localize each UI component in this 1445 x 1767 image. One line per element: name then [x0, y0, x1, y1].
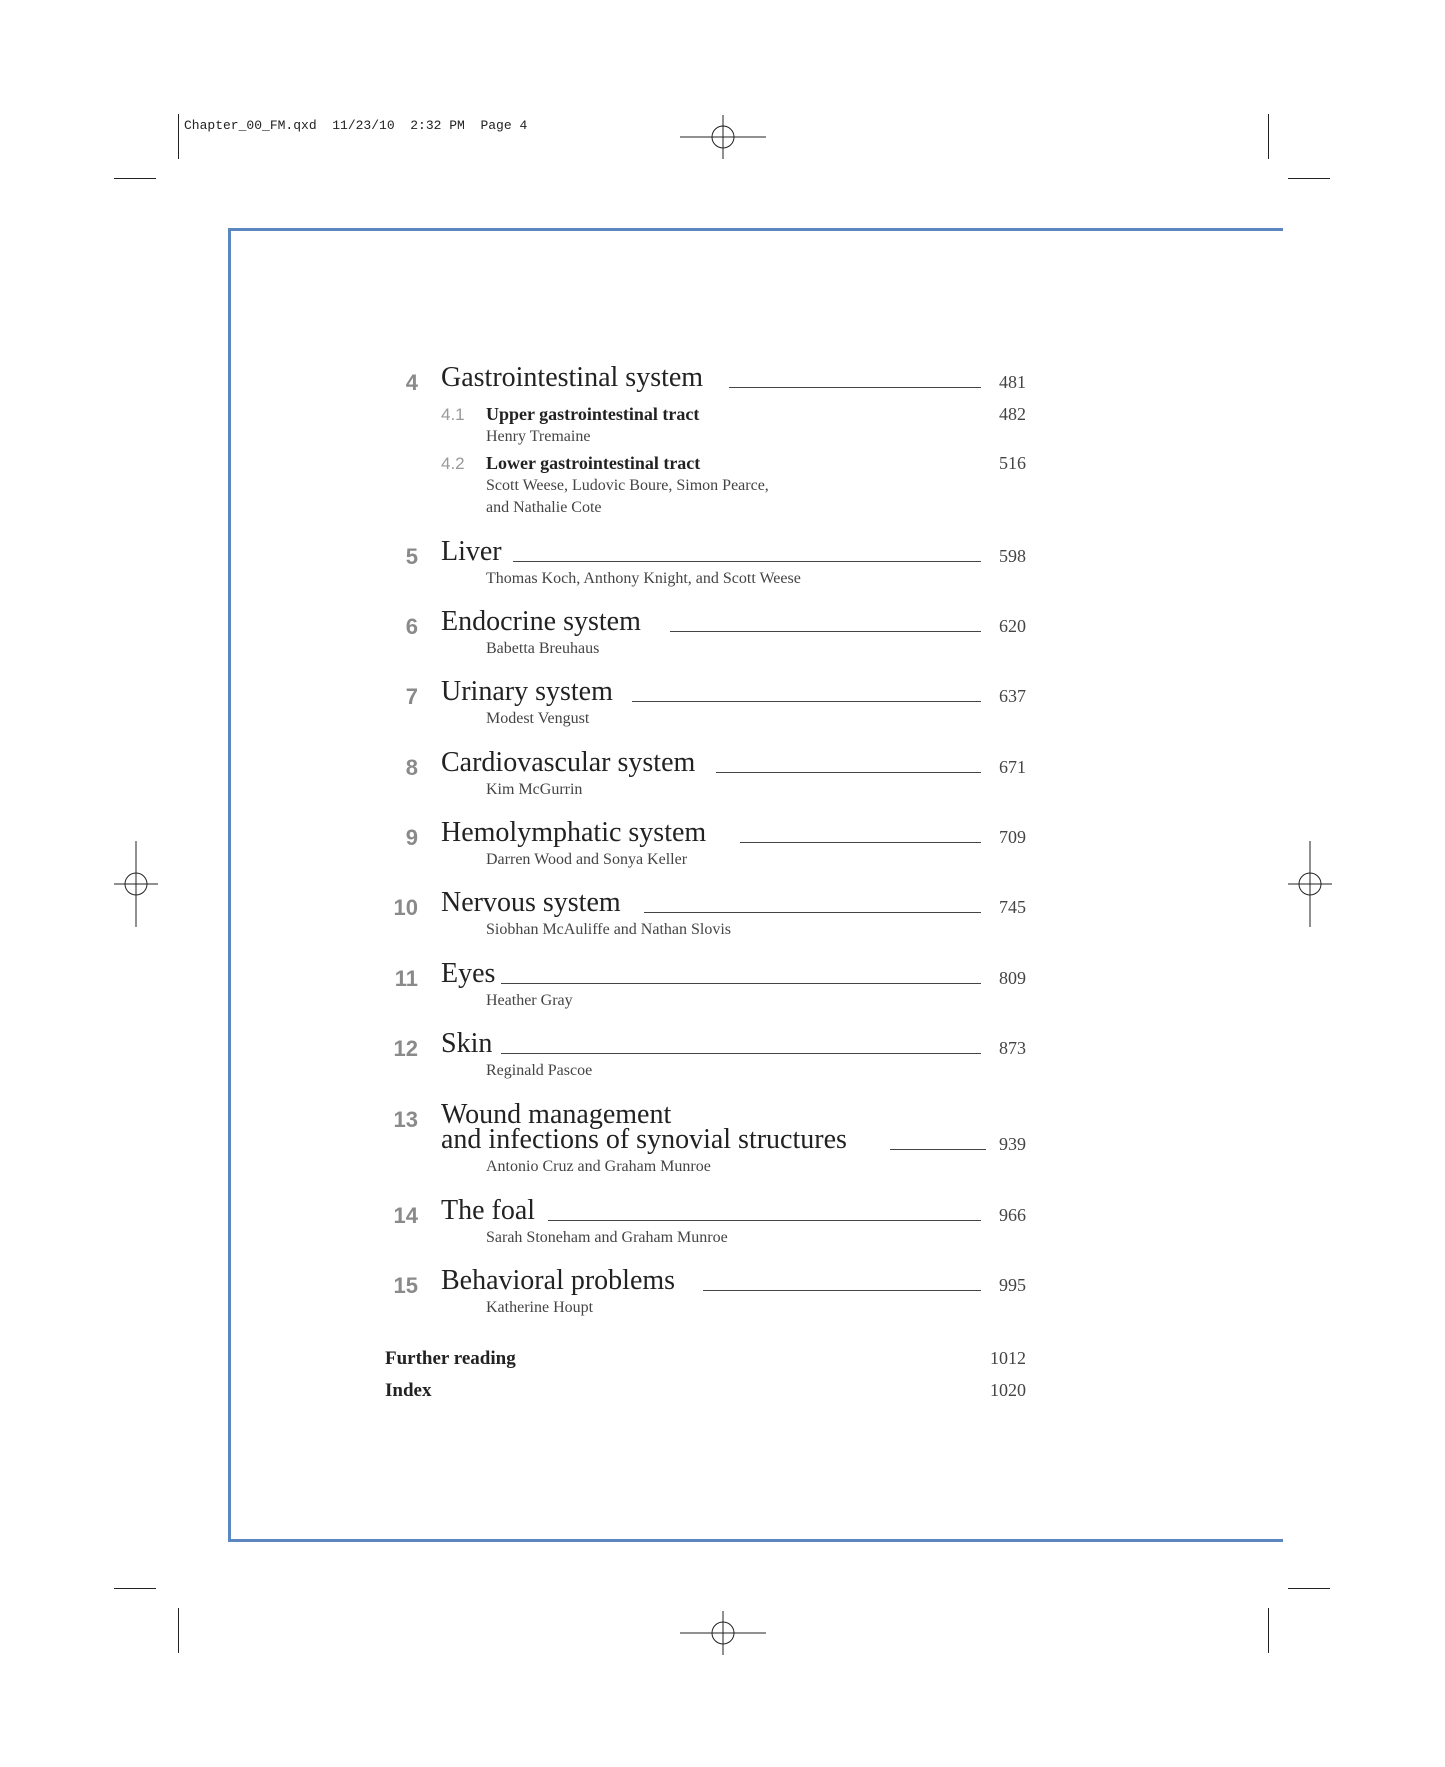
- section-author-line-2: and Nathalie Cote: [486, 499, 602, 516]
- chapter-number: 8: [405, 755, 418, 780]
- crop-mark-bottom-right-horizontal: [1288, 1588, 1330, 1589]
- chapter-author: Reginald Pascoe: [486, 1062, 593, 1079]
- chapter-title: Cardiovascular system: [441, 747, 696, 778]
- chapter-title: Skin: [441, 1028, 493, 1059]
- dot-leader: [729, 387, 981, 388]
- dot-leader: [670, 631, 981, 632]
- dot-leader: [548, 1220, 981, 1221]
- chapter-title-line-1: Wound management: [441, 1099, 672, 1130]
- dot-leader: [703, 1290, 981, 1291]
- chapter-number: 14: [393, 1203, 418, 1228]
- chapter-page: 873: [999, 1038, 1026, 1058]
- section-page: 482: [999, 404, 1026, 424]
- chapter-title: Urinary system: [441, 676, 613, 707]
- chapter-author: Katherine Houpt: [486, 1299, 594, 1316]
- chapter-number: 12: [393, 1036, 418, 1061]
- section-title: Lower gastrointestinal tract: [486, 453, 701, 473]
- chapter-author: Siobhan McAuliffe and Nathan Slovis: [486, 921, 732, 938]
- section-title: Upper gastrointestinal tract: [486, 404, 700, 424]
- chapter-author: Sarah Stoneham and Graham Munroe: [486, 1229, 728, 1246]
- chapter-title: Eyes: [441, 958, 496, 989]
- printer-slug: Chapter_00_FM.qxd 11/23/10 2:32 PM Page 4: [184, 118, 528, 133]
- chapter-title-line-2: and infections of synovial structures: [441, 1124, 847, 1155]
- chapter-number: 6: [405, 614, 418, 639]
- chapter-page: 939: [999, 1134, 1026, 1154]
- chapter-author: Heather Gray: [486, 992, 573, 1009]
- crop-mark-bottom-left-vertical: [178, 1608, 179, 1653]
- chapter-number: 5: [405, 544, 418, 569]
- dot-leader: [513, 561, 981, 562]
- crop-mark-top-left-horizontal: [114, 178, 156, 179]
- section-author: Henry Tremaine: [486, 428, 591, 445]
- dot-leader: [632, 701, 981, 702]
- frame-top-rule: [228, 228, 1283, 231]
- frame-left-rule: [228, 228, 231, 1542]
- chapter-number: 9: [405, 825, 418, 850]
- chapter-title: Behavioral problems: [441, 1265, 676, 1296]
- crop-mark-top-right-horizontal: [1288, 178, 1330, 179]
- chapter-number: 11: [394, 966, 418, 991]
- crop-mark-top-left-vertical: [178, 114, 179, 159]
- chapter-page: 620: [999, 616, 1026, 636]
- dot-leader: [740, 842, 981, 843]
- registration-mark-right-icon: [1288, 841, 1332, 927]
- dot-leader: [716, 772, 981, 773]
- registration-mark-left-icon: [114, 841, 158, 927]
- chapter-number: 7: [405, 684, 418, 709]
- chapter-author: Darren Wood and Sonya Keller: [486, 851, 688, 868]
- dot-leader: [501, 1053, 981, 1054]
- frame-bottom-rule: [228, 1539, 1283, 1542]
- chapter-title: Nervous system: [441, 887, 621, 918]
- chapter-page: 709: [999, 827, 1026, 847]
- chapter-page: 637: [999, 686, 1026, 706]
- chapter-title: The foal: [441, 1195, 536, 1226]
- chapter-author: Kim McGurrin: [486, 781, 583, 798]
- chapter-title: Hemolymphatic system: [441, 817, 707, 848]
- registration-mark-bottom-icon: [680, 1611, 766, 1655]
- dot-leader: [501, 983, 981, 984]
- chapter-number: 10: [393, 895, 418, 920]
- chapter-title: Endocrine system: [441, 606, 641, 637]
- chapter-page: 481: [999, 372, 1026, 392]
- chapter-title: Liver: [441, 536, 502, 567]
- registration-mark-top-icon: [680, 115, 766, 159]
- chapter-author: Thomas Koch, Anthony Knight, and Scott Weese: [486, 570, 801, 587]
- dot-leader: [644, 912, 981, 913]
- chapter-author: Babetta Breuhaus: [486, 640, 600, 657]
- chapter-number: 15: [393, 1273, 418, 1298]
- chapter-page: 598: [999, 546, 1026, 566]
- chapter-title: Gastrointestinal system: [441, 362, 704, 393]
- chapter-page: 995: [999, 1275, 1026, 1295]
- chapter-page: 966: [999, 1205, 1026, 1225]
- crop-mark-top-right-vertical: [1268, 114, 1269, 159]
- back-matter-label: Further reading: [385, 1348, 516, 1369]
- back-matter-label: Index: [385, 1380, 432, 1401]
- chapter-number: 13: [393, 1107, 418, 1132]
- chapter-page: 745: [999, 897, 1026, 917]
- back-matter-page: 1012: [990, 1348, 1026, 1368]
- chapter-author: Modest Vengust: [486, 710, 590, 727]
- section-author-line-1: Scott Weese, Ludovic Boure, Simon Pearce,: [486, 477, 769, 494]
- back-matter-page: 1020: [990, 1380, 1026, 1400]
- dot-leader: [890, 1149, 986, 1150]
- chapter-page: 671: [999, 757, 1026, 777]
- chapter-page: 809: [999, 968, 1026, 988]
- section-number: 4.2: [441, 454, 465, 473]
- chapter-author: Antonio Cruz and Graham Munroe: [486, 1158, 711, 1175]
- section-number: 4.1: [441, 405, 465, 424]
- section-page: 516: [999, 453, 1026, 473]
- crop-mark-bottom-right-vertical: [1268, 1608, 1269, 1653]
- crop-mark-bottom-left-horizontal: [114, 1588, 156, 1589]
- chapter-number: 4: [405, 370, 418, 395]
